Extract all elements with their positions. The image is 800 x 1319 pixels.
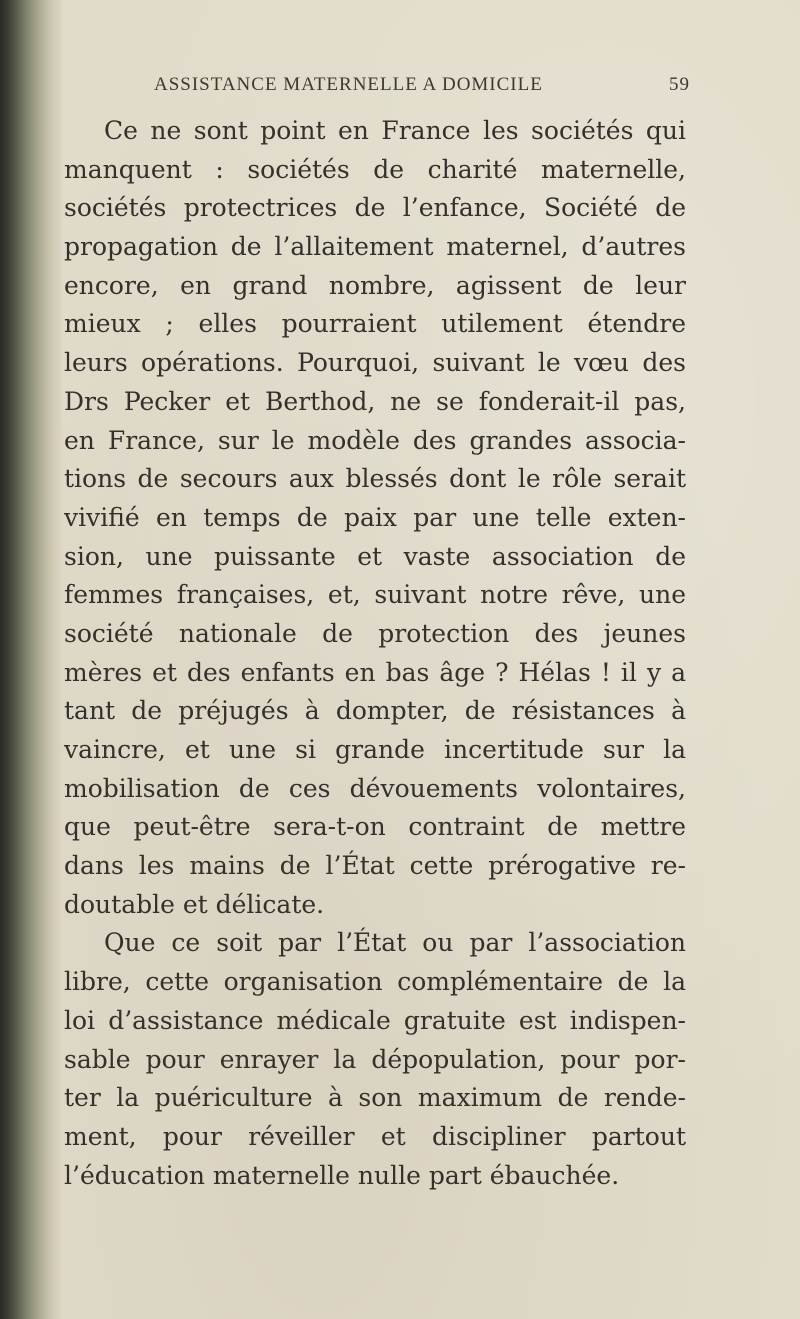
text-line: sociétés protectrices de l’enfance, Société de xyxy=(64,193,686,223)
text-line: femmes françaises, et, suivant notre rêve, une xyxy=(64,580,686,610)
text-line: Ce ne sont point en France les sociétés qui xyxy=(104,116,686,145)
paragraph-1 xyxy=(64,112,686,924)
text-line: ment, pour réveiller et discipliner partout xyxy=(64,1121,686,1151)
text-line: manquent : sociétés de charité maternelle, xyxy=(64,154,686,184)
text-line: ter la puériculture à son maximum de rende- xyxy=(64,1083,686,1113)
text-line: sable pour enrayer la dépopulation, pour por- xyxy=(64,1044,686,1074)
text-line: mieux ; elles pourraient utilement étendre xyxy=(64,309,686,339)
page-number: 59 xyxy=(669,74,690,95)
page-binding-shadow xyxy=(0,0,62,1319)
text-line: tions de secours aux blessés dont le rôle serait xyxy=(64,464,686,494)
running-head xyxy=(150,70,690,102)
text-line: vivifié en temps de paix par une telle exten- xyxy=(64,502,686,532)
text-line: mères et des enfants en bas âge ? Hélas ! il y a xyxy=(64,657,686,687)
text-line: Drs Pecker et Berthod, ne se fonderait-il pas, xyxy=(64,386,686,416)
text-line: en France, sur le modèle des grandes associa- xyxy=(64,425,686,455)
paragraph-2 xyxy=(64,924,686,1195)
text-line: libre, cette organisation complémentaire de la xyxy=(64,967,686,997)
text-line: tant de préjugés à dompter, de résistances à xyxy=(64,696,686,726)
text-line: doutable et délicate. xyxy=(64,889,325,919)
body-text xyxy=(64,112,686,1195)
text-line: vaincre, et une si grande incertitude sur la xyxy=(64,735,686,764)
text-line: mobilisation de ces dévouements volontaires, xyxy=(64,773,686,803)
text-line: loi d’assistance médicale gratuite est indispen- xyxy=(64,1005,686,1035)
text-line: société nationale de protection des jeunes xyxy=(64,618,686,648)
text-line: que peut-être sera-t-on contraint de mettre xyxy=(64,812,686,842)
text-line: sion, une puissante et vaste association de xyxy=(64,541,686,571)
text-line: Que ce soit par l’État ou par l’association xyxy=(104,928,686,958)
text-line: leurs opérations. Pourquoi, suivant le vœu des xyxy=(64,348,686,378)
text-line: dans les mains de l’État cette prérogative re- xyxy=(64,851,686,881)
text-line: l’éducation maternelle nulle part ébauchée. xyxy=(64,1160,620,1190)
text-line: encore, en grand nombre, agissent de leur xyxy=(64,270,686,300)
running-title: ASSISTANCE MATERNELLE A DOMICILE xyxy=(154,74,543,95)
text-line: propagation de l’allaitement maternel, d’autres xyxy=(64,232,686,262)
